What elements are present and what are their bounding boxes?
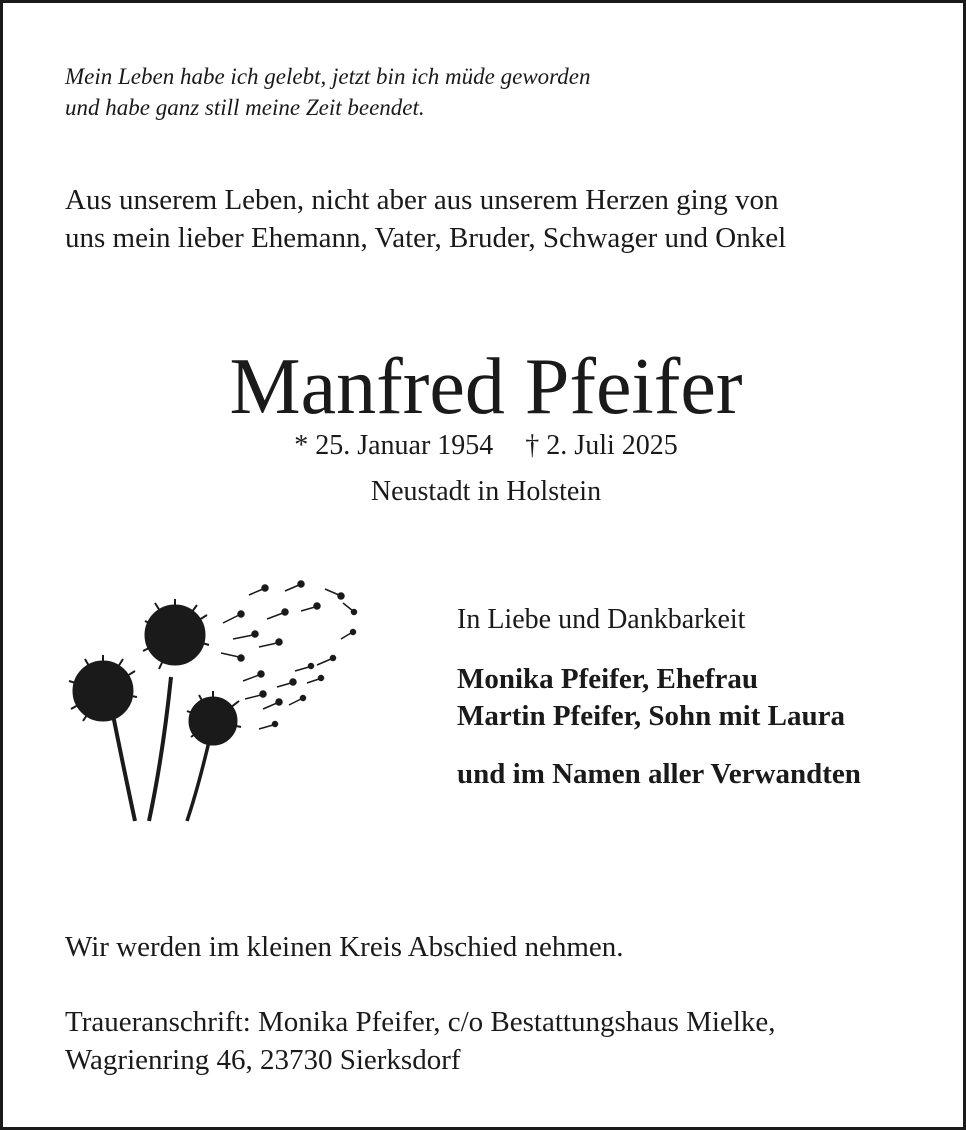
life-dates bbox=[3, 428, 966, 464]
mourning-address bbox=[65, 1003, 776, 1079]
death-date: † 2. Juli 2025 bbox=[525, 430, 678, 461]
motto-quote bbox=[65, 61, 590, 123]
mourner-name: Martin Pfeifer, Sohn mit Laura bbox=[457, 700, 845, 732]
farewell-note: Wir werden im kleinen Kreis Abschied nehmen. bbox=[65, 931, 624, 963]
mourner-name: Monika Pfeifer, Ehefrau bbox=[457, 663, 758, 695]
dandelion-icon bbox=[63, 575, 363, 825]
dedication-line: In Liebe und Dankbarkeit bbox=[457, 604, 746, 635]
mourners-list bbox=[457, 661, 845, 735]
address-line-2: Wagrienring 46, 23730 Sierksdorf bbox=[65, 1044, 461, 1076]
intro-line-2: uns mein lieber Ehemann, Vater, Bruder, Schwager und Onkel bbox=[65, 222, 787, 254]
motto-line-2: und habe ganz still meine Zeit beendet. bbox=[65, 95, 425, 120]
hometown: Neustadt in Holstein bbox=[370, 476, 602, 507]
intro-line-1: Aus unserem Leben, nicht aber aus unserem Herzen ging von bbox=[65, 184, 779, 216]
relatives-line: und im Namen aller Verwandten bbox=[457, 758, 861, 790]
motto-line-1: Mein Leben habe ich gelebt, jetzt bin ich müde geworden bbox=[65, 64, 591, 89]
birth-date: * 25. Januar 1954 bbox=[294, 430, 494, 461]
address-line-1: Traueranschrift: Monika Pfeifer, c/o Bestattungshaus Mielke, bbox=[65, 1006, 776, 1038]
deceased-name: Manfred Pfeifer bbox=[229, 343, 743, 431]
intro-text bbox=[65, 181, 786, 257]
